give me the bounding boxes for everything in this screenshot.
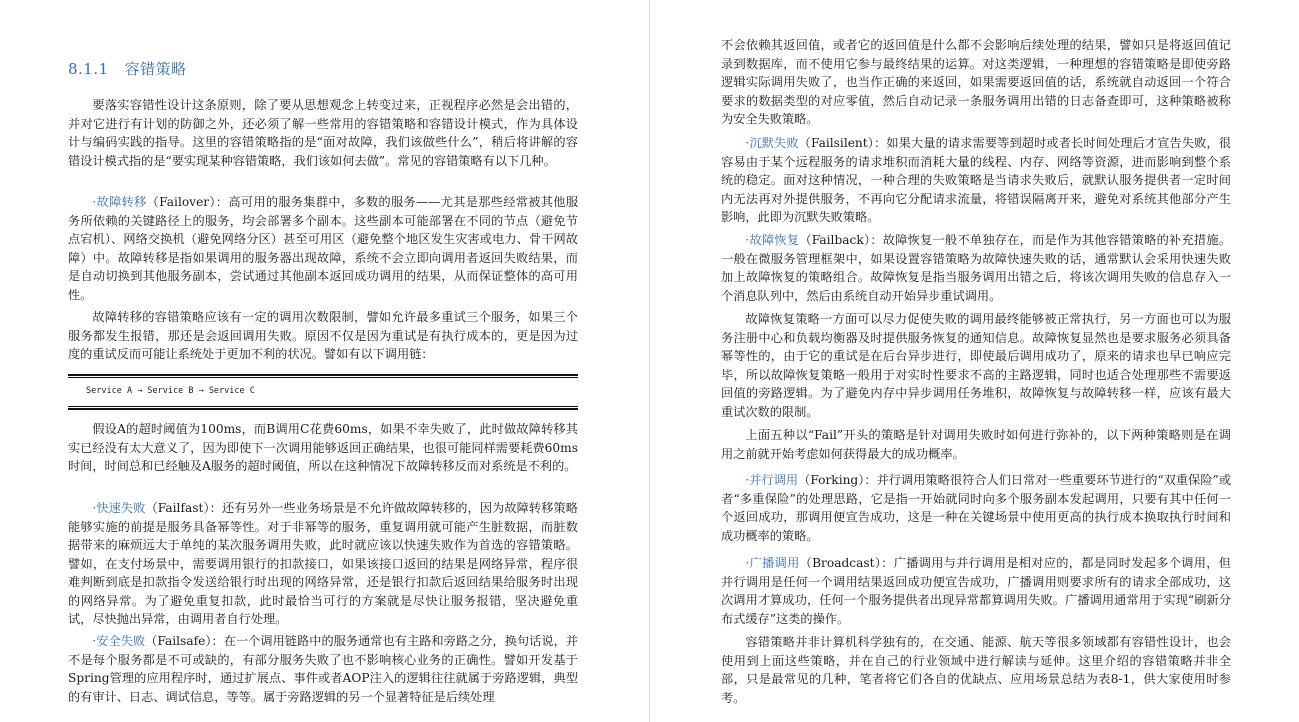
failfast-term: ·快速失败	[92, 501, 146, 515]
failsafe-paragraph	[68, 632, 578, 706]
retry-limit-paragraph: 故障转移的容错策略应该有一定的调用次数限制，譬如允许最多重试三个服务，如果三个服务都发生报错，那还是会返回调用失败。原因不仅是因为重试是有执行成本的，更是因为过度的重试反而可能让系统处于更加不利的状况。譬如有以下调用链：	[68, 310, 578, 361]
failback-paragraph	[721, 231, 1231, 305]
failsilent-paragraph	[721, 134, 1231, 227]
failfast-text: （Failfast）：还有另外一些业务场景是不允许做故障转移的，因为故障转移策略能够实施的前提是服务具备幂等性。对于非幂等的服务，重复调用就可能产生脏数据，而脏数据带来的麻烦远大于单纯的某次服务调用失败，此时就应该以快速失败作为首选的容错策略。譬如，在支付场景中，需要调用银行的扣款接口，如果该接口返回的结果是网络异常，程序很难判断到底是扣款指令发送给银行时出现的网络异常，还是银行扣款后返回结果给服务时出现的网络异常。为了避免重复扣款，此时最恰当可行的方案就是尽快让服务报错，坚决避免重试，尽快抛出异常，由调用者自行处理。	[68, 501, 578, 626]
failsafe-continued-paragraph: 不会依赖其返回值，或者它的返回值是什么都不会影响后续处理的结果，譬如只是将返回值记录到数据库，而不使用它参与最终结果的运算。对这类逻辑，一种理想的容错策略是即使旁路逻辑实际调用失败了，也当作正确的来返回，如果需要返回值的话，系统就自动返回一个符合要求的数据类型的对应零值，然后自动记录一条服务调用出错的日志备查即可，这种策略被称为安全失败策略。	[721, 38, 1231, 126]
summary-paragraph: 容错策略并非计算机科学独有的，在交通、能源、航天等很多领域都有容错性设计，也会使用到上面这些策略，并在自己的行业领域中进行解读与延伸。这里介绍的容错策略并非全部，只是最常见的几种，笔者将它们各自的优缺点、应用场景总结为表8-1，供大家使用时参考。	[721, 635, 1231, 705]
page-gutter	[649, 0, 650, 722]
left-page	[68, 0, 578, 722]
section-heading	[68, 58, 187, 79]
transition-paragraph: 上面五种以“Fail”开头的策略是针对调用失败时如何进行弥补的，以下两种策略则是在调用之前就开始考虑如何获得最大的成功概率。	[721, 428, 1231, 461]
failback-term: ·故障恢复	[745, 233, 800, 247]
failback-text: （Failback）：故障恢复一般不单独存在，而是作为其他容错策略的补充措施。一般在微服务管理框架中，如果设置容错策略为故障快速失败的话，通常默认会采用快速失败加上故障恢复的策略组合。故障恢复是指当服务调用出错之后，将该次调用失败的信息存入一个消息队列中，然后由系统自动开始异步重试调用。	[721, 233, 1231, 303]
failsafe-term: ·安全失败	[92, 634, 146, 648]
broadcast-paragraph	[721, 554, 1231, 628]
forking-text: （Forking）：并行调用策略很符合人们日常对一些重要环节进行的“双重保险”或者“多重保险”的处理思路，它是指一开始就同时向多个服务副本发起调用，只要有其中任何一个返回成功，那调用便宣告成功，这是一种在关键场景中使用更高的执行成本换取执行时间和成功概率的策略。	[721, 473, 1231, 543]
broadcast-text: （Broadcast）：广播调用与并行调用是相对应的，都是同时发起多个调用，但并行调用是任何一个调用结果返回成功便宣告成功，广播调用则要求所有的请求全部成功，这次调用才算成功，任何一个服务提供者出现异常都算调用失败。广播调用通常用于实现“刷新分布式缓存”这类的操作。	[721, 556, 1231, 626]
section-number: 8.1.1	[68, 60, 109, 78]
broadcast-term: ·广播调用	[745, 556, 800, 570]
failover-text: （Failover）：高可用的服务集群中，多数的服务——尤其是那些经常被其他服务所依赖的关键路径上的服务，均会部署多个副本。这些副本可能部署在不同的节点（避免节点宕机）、网络交换机（避免网络分区）甚至可用区（避免整个地区发生灾害或电力、骨干网故障）中。故障转移是指如果调用的服务器出现故障，系统不会立即向调用者返回失败结果，而是自动切换到其他服务副本，尝试通过其他副本返回成功调用的结果，从而保证整体的高可用性。	[68, 195, 578, 302]
intro-paragraph: 要落实容错性设计这条原则，除了要从思想观念上转变过来，正视程序必然是会出错的，并对它进行有计划的防御之外，还必须了解一些常用的容错策略和容错设计模式，作为具体设计与编码实践的指导。这里的容错策略指的是“面对故障，我们该做些什么”，稍后将讲解的容错设计模式指的是“要实现某种容错策略，我们该如何去做”。常见的容错策略有以下几种。	[68, 98, 578, 168]
call-chain-code: Service A → Service B → Service C	[86, 386, 255, 396]
forking-term: ·并行调用	[745, 473, 799, 487]
failback-detail-paragraph: 故障恢复策略一方面可以尽力促使失败的调用最终能够被正常执行，另一方面也可以为服务注册中心和负载均衡器及时提供服务恢复的通知信息。故障恢复显然也是要求服务必须具备幂等性的，由于它的重试是在后台异步进行，即使最后调用成功了，原来的请求也早已响应完毕，所以故障恢复策略一般用于对实时性要求不高的主路逻辑，同时也适合处理那些不需要返回值的旁路逻辑。为了避免内存中异步调用任务堆积，故障恢复与故障转移一样，应该有最大重试次数的限制。	[721, 312, 1231, 419]
right-page	[721, 0, 1231, 722]
section-title: 容错策略	[124, 60, 187, 78]
failover-paragraph	[68, 193, 578, 304]
code-rule-top	[68, 374, 578, 378]
code-block	[68, 374, 578, 410]
failfast-paragraph	[68, 499, 578, 629]
failsafe-text: （Failsafe）：在一个调用链路中的服务通常也有主路和旁路之分，换句话说，并不是每个服务都是不可或缺的，有部分服务失败了也不影响核心业务的正确性。譬如开发基于Spring管理的应用程序时，通过扩展点、事件或者AOP注入的逻辑往往就属于旁路逻辑，典型的有审计、日志、调试信息，等等。属于旁路逻辑的另一个显著特征是后续处理	[68, 634, 578, 704]
failsilent-text: （Failsilent）：如果大量的请求需要等到超时或者长时间处理后才宣告失败，很容易由于某个远程服务的请求堆积而消耗大量的线程、内存、网络等资源，进而影响到整个系统的稳定。面对这种情况，一种合理的失败策略是当请求失败后，就默认服务提供者一定时间内无法再对外提供服务，不再向它分配请求流量，将错误隔离开来，避免对系统其他部分产生影响，此即为沉默失败策略。	[721, 136, 1231, 224]
failover-term: ·故障转移	[92, 195, 147, 209]
forking-paragraph	[721, 471, 1231, 545]
code-rule-bottom	[68, 406, 578, 410]
failsilent-term: ·沉默失败	[745, 136, 799, 150]
timeout-example-paragraph: 假设A的超时阈值为100ms，而B调用C花费60ms，如果不幸失败了，此时做故障转移其实已经没有太大意义了，因为即使下一次调用能够返回正确结果，也很可能同样需要耗费60ms时间，时间总和已经触及A服务的超时阈值，所以在这种情况下故障转移反而对系统是不利的。	[68, 422, 578, 473]
